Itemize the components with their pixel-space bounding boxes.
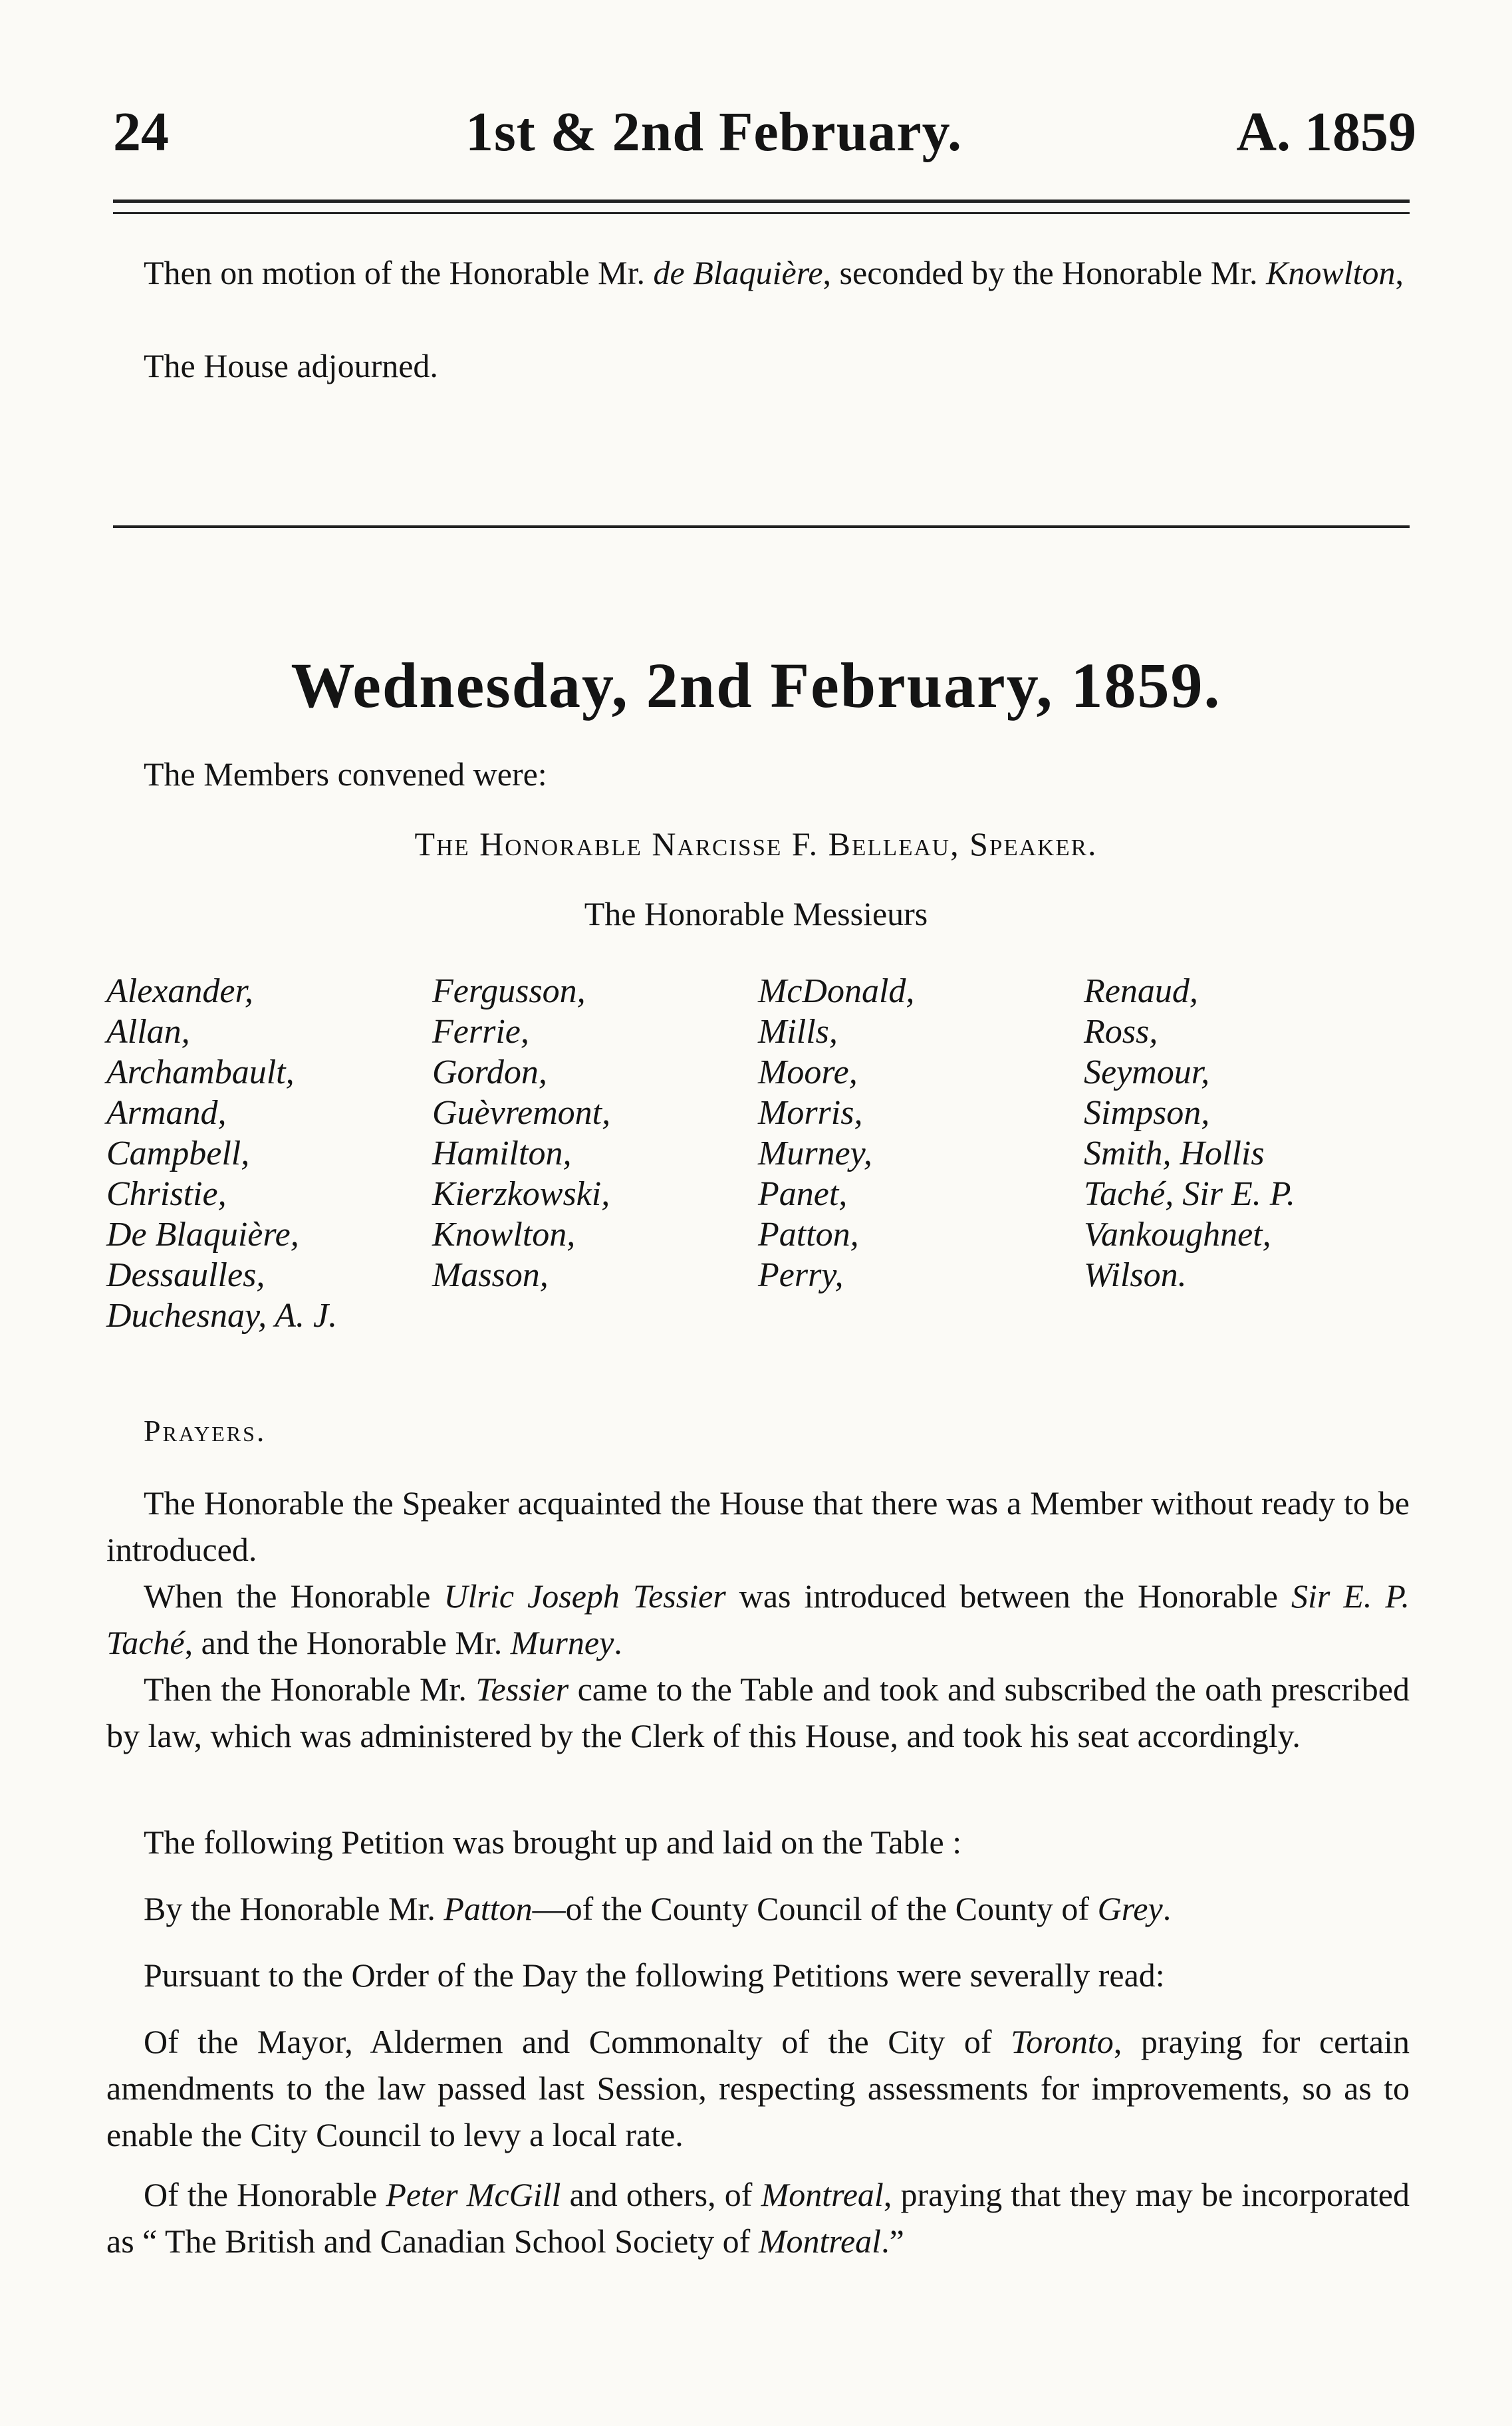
member-name: Fergusson,	[432, 972, 586, 1010]
adjournment-paragraph: Then on motion of the Honorable Mr. de Blaquière, seconded by the Honorable Mr. Knowlton,	[144, 254, 1404, 291]
header-double-rule	[113, 200, 1410, 214]
members-column-2	[432, 971, 610, 1295]
member-name: Kierzkowski,	[432, 1175, 610, 1213]
paragraph-montreal-petition: Of the Honorable Peter McGill and others, of Montreal, praying that they may be incorporated as “ The British and Canadian School Society of Montreal.”	[106, 2176, 1410, 2260]
members-column-1	[106, 971, 337, 1336]
member-name: Archambault,	[106, 1053, 295, 1091]
member-name: Armand,	[106, 1094, 227, 1132]
member-name: Allan,	[106, 1013, 190, 1051]
prayers-heading: Prayers.	[144, 1414, 267, 1448]
paragraph-order-of-day: Pursuant to the Order of the Day the following Petitions were severally read:	[144, 1956, 1165, 1994]
member-name: Taché, Sir E. P.	[1084, 1175, 1295, 1213]
page-number: 24	[113, 101, 169, 163]
paragraph-introduction: When the Honorable Ulric Joseph Tessier was introduced between the Honorable Sir E. P. Taché, and the Honorable Mr. Murney.	[106, 1577, 1410, 1661]
member-name: Knowlton,	[432, 1216, 576, 1254]
member-name: Duchesnay, A. J.	[106, 1297, 338, 1335]
member-name: McDonald,	[758, 972, 915, 1010]
member-name: Masson,	[432, 1256, 549, 1294]
member-name: Simpson,	[1084, 1094, 1210, 1132]
members-column-3	[758, 971, 914, 1295]
paragraph-petition-intro: The following Petition was brought up and laid on the Table :	[144, 1823, 962, 1861]
member-name: Vankoughnet,	[1084, 1216, 1271, 1254]
session-date: Wednesday, 2nd February, 1859.	[291, 650, 1221, 721]
members-column-4	[1084, 971, 1295, 1295]
paragraph-patton-petition: By the Honorable Mr. Patton—of the County Council of the County of Grey.	[144, 1890, 1172, 1927]
member-name: Ross,	[1084, 1013, 1158, 1051]
header-year: A. 1859	[1236, 101, 1416, 163]
adjourned-line: The House adjourned.	[144, 347, 438, 384]
member-name: Patton,	[758, 1216, 859, 1254]
member-name: Gordon,	[432, 1053, 547, 1091]
member-name: Ferrie,	[432, 1013, 529, 1051]
member-name: Renaud,	[1084, 972, 1198, 1010]
members-convened-label: The Members convened were:	[144, 755, 547, 793]
member-name: Morris,	[758, 1094, 863, 1132]
paragraph-speaker-acquainted: The Honorable the Speaker acquainted the House that there was a Member without ready to be introduced.	[106, 1484, 1410, 1568]
member-name: Wilson.	[1084, 1256, 1187, 1294]
speaker-line: The Honorable Narcisse F. Belleau, Speaker.	[414, 825, 1098, 863]
member-name: Seymour,	[1084, 1053, 1210, 1091]
member-name: Perry,	[758, 1256, 844, 1294]
member-name: Campbell,	[106, 1135, 250, 1172]
paragraph-toronto-petition: Of the Mayor, Aldermen and Commonalty of the City of Toronto, praying for certain amendments to the law passed last Session, respecting assessments for improvements, so as to enable the City Council to levy a local rate.	[106, 2023, 1410, 2153]
member-name: Christie,	[106, 1175, 227, 1213]
messieurs-label: The Honorable Messieurs	[584, 895, 928, 932]
member-name: Mills,	[758, 1013, 838, 1051]
member-name: Dessaulles,	[106, 1256, 265, 1294]
section-rule	[113, 525, 1410, 528]
member-name: Murney,	[758, 1135, 872, 1172]
running-header	[113, 100, 1416, 180]
member-name: Guèvremont,	[432, 1094, 611, 1132]
member-name: De Blaquière,	[106, 1216, 299, 1254]
member-name: Hamilton,	[432, 1135, 572, 1172]
member-name: Alexander,	[106, 972, 253, 1010]
member-name: Smith, Hollis	[1084, 1135, 1265, 1172]
member-name: Panet,	[758, 1175, 848, 1213]
paragraph-oath: Then the Honorable Mr. Tessier came to the Table and took and subscribed the oath prescribed by law, which was administered by the Clerk of this House, and took his seat accordingly.	[106, 1671, 1410, 1754]
member-name: Moore,	[758, 1053, 858, 1091]
header-title: 1st & 2nd February.	[465, 101, 963, 163]
